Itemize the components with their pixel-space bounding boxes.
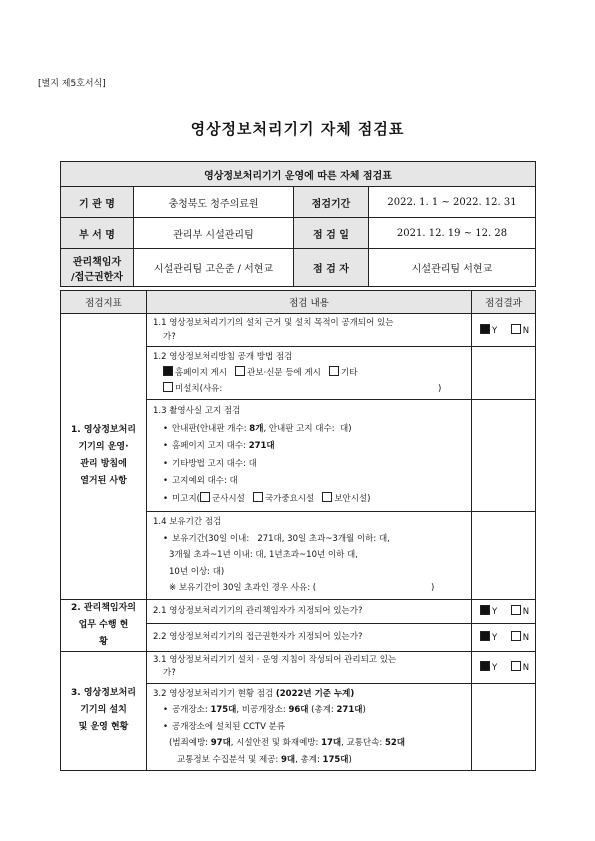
option-label: 관보·신문 등에 게시 [247,368,321,378]
info-header: 영상정보처리기기 운영에 따른 자체 점검표 [61,162,536,187]
value: 271대 [336,705,363,715]
manager-label [61,249,134,287]
value: 96대 [288,705,309,715]
text: , 총계: [295,754,323,765]
item-1-4 [147,512,472,600]
retention-reason-line [153,580,467,597]
manager-value: 시설관리팀 고은준 / 서현교 [134,249,294,287]
exception-line: • 고지예외 대수: 대 [163,476,238,486]
dept-value: 관리부 시설관리팀 [134,218,294,249]
homepage-checkbox[interactable] [163,366,173,376]
text: 기타방법 고지 대수: 대 [172,458,257,469]
yes-checkbox[interactable] [480,605,490,615]
no-label: N [522,633,530,644]
option-label: 미설치(사유: [175,384,223,394]
item-title [153,686,467,703]
item-2-1 [147,599,472,624]
value: 9대 [281,754,296,765]
category-3-line: 및 운영 현황 [78,722,129,733]
item-1-2 [147,347,472,400]
item-text: 가? [163,668,176,678]
period-value: 2022. 1. 1 ~ 2022. 12. 31 [369,187,536,218]
item-3-2 [147,683,472,771]
no-label: N [522,663,530,673]
no-checkbox[interactable] [511,605,521,615]
org-value: 충청북도 청주의료원 [134,187,294,218]
item-3-1 [147,651,472,683]
text: 공개장소: [172,705,211,715]
no-checkbox[interactable] [511,661,521,671]
yes-label: Y [492,633,498,644]
checklist-table [60,290,536,771]
yes-label: Y [492,663,498,673]
text: 보안시설) [334,493,371,504]
paren-close: ) [431,583,435,593]
option-label: 기타 [340,368,358,378]
text: 고지예외 대수: 대 [172,476,238,486]
text: , 안내판 고지 대수: [263,423,335,434]
period-label: 점검기간 [294,187,369,218]
no-checkbox[interactable] [511,324,521,334]
category-1-line: 1. 영상정보처리 [71,425,136,436]
yes-checkbox[interactable] [480,661,490,671]
text: (2022년 기준 누계) [275,688,355,699]
national-facility-checkbox[interactable] [253,492,263,502]
yes-label: Y [492,326,498,336]
category-3-line: 3. 영상정보처리 [71,688,136,699]
text: 군사시설 [211,493,245,504]
security-facility-checkbox[interactable] [322,492,332,502]
text: ) [348,754,352,765]
item-1-1 [147,314,472,347]
text: 대, 30일 초과~3개월 이하: 대, [273,533,390,544]
check-date-label: 점 검 일 [294,218,369,249]
text: 안내판(안내판 개수: [172,423,247,434]
cctv-class-line: • 공개장소에 설치된 CCTV 분류 [163,721,286,732]
not-installed-line [153,381,467,397]
inspector-value: 시설관리팀 서현교 [369,249,536,287]
item-text: 2.2 영상정보처리기기의 접근권한자가 지정되어 있는가? [153,632,363,643]
other-checkbox[interactable] [329,366,339,376]
yes-checkbox[interactable] [480,324,490,334]
dept-label: 부 서 명 [61,218,134,249]
item-title: 1.2 영상정보처리방침 공개 방법 점검 [153,352,293,362]
item-1-2-options [153,365,467,381]
info-table [60,161,536,287]
text: ※ 보유기간이 30일 초과인 경우 사유: ( [169,583,317,593]
inspector-label: 점 검 자 [294,249,369,287]
result-3-1 [472,651,536,683]
category-1-line: 관리 방침에 [80,459,127,470]
retention-line-3: 10년 이상: 대) [169,566,225,577]
value: 175대 [210,705,237,715]
page-title: 영상정보처리기기 자체 점검표 [190,120,405,138]
category-2-line: 2. 관리책임자의 [71,602,136,613]
cctv-class-detail [153,735,467,752]
access-label-line: /접근권한자 [71,271,123,283]
category-2-line: 업무 수행 현 [78,619,129,630]
category-1-line: 열거된 사항 [80,476,127,487]
text: 홈페이지 고지 대수: [172,441,246,451]
header-result: 점검결과 [472,291,536,314]
value: 97대 [210,738,231,748]
text: 미고지( [172,493,200,504]
category-2 [61,599,147,651]
category-3 [61,651,147,771]
item-text: 1.1 영상정보처리기기의 설치 근거 및 설치 목적이 공개되어 있는 [153,318,394,328]
value: 271 [257,533,274,544]
header-indicator: 점검지표 [61,291,147,314]
result-1-4-empty [472,512,536,600]
item-text: 가? [163,332,176,342]
value: 271대 [248,441,275,451]
text: , 비공개장소: [236,705,289,715]
no-checkbox[interactable] [511,631,521,641]
form-number: [별지 제5호서식] [38,79,106,89]
item-1-3 [147,400,472,512]
text: ) [362,705,366,715]
text: 공개장소에 설치된 CCTV 분류 [172,721,286,732]
public-count-line: • 공개장소: 175대, 비공개장소: 96대 (총계: 271대) [163,705,366,715]
homepage-notice-line: • 홈페이지 고지 대수: 271대 [163,441,275,451]
paren-close: ) [438,384,442,394]
text: , 시설안전 및 화재예방: [230,738,322,748]
category-1 [61,314,147,600]
cctv-class-detail-2 [153,752,467,769]
result-1-3-empty [472,400,536,512]
org-label: 기 관 명 [61,187,134,218]
retention-line-2: 3개월 초과~1년 이내: 대, 1년초과~10년 이하 대, [169,550,358,560]
item-2-2 [147,624,472,651]
text: (총계: [308,705,337,715]
item-title: 1.3 촬영사실 고지 점검 [153,406,241,416]
text: 보유기간(30일 이내: [172,533,250,544]
item-title: 1.4 보유기간 점검 [153,517,222,527]
text: , 교통단속: [341,738,385,748]
value: 52대 [384,738,405,748]
result-1-1 [472,314,536,347]
military-checkbox[interactable] [200,492,210,502]
yes-checkbox[interactable] [480,631,490,641]
category-2-line: 황 [99,636,108,647]
item-text: 2.1 영상정보처리기기의 관리책임자가 지정되어 있는가? [153,606,363,617]
text: 국가중요시설 [264,493,315,504]
not-installed-checkbox[interactable] [163,382,173,392]
text: (범죄예방: [169,738,211,748]
text: 교통정보 수집분석 및 제공: [177,754,281,765]
option-label: 홈페이지 게시 [175,368,227,378]
result-1-2-empty [472,347,536,400]
no-label: N [522,607,530,618]
item-text: 3.1 영상정보처리기기 설치 · 운영 지침이 작성되어 관리되고 있는 [153,654,397,665]
text: 3.2 영상정보처리기기 현황 점검 [153,688,276,699]
value: 17대 [321,738,342,748]
result-2-2 [472,624,536,651]
signboard-line: • 안내판(안내판 개수: 8개, 안내판 고지 대수: 대) [163,423,352,434]
category-3-line: 기기의 설치 [80,705,127,716]
yes-label: Y [492,607,498,618]
text: 대) [340,423,352,434]
result-2-1 [472,599,536,624]
manager-label-line: 관리책임자 [72,256,122,268]
other-notice-line: • 기타방법 고지 대수: 대 [163,458,257,469]
value: 8개 [249,423,264,434]
header-content: 점검 내용 [147,291,472,314]
value: 175대 [322,754,349,765]
no-label: N [522,326,530,336]
no-notice-line: • 미고지( 군사시설 국가중요시설 보안시설) [163,493,371,504]
retention-line-1: • 보유기간(30일 이내: 271대, 30일 초과~3개월 이하: 대, [163,533,390,544]
category-1-line: 기기의 운영· [78,442,129,453]
newspaper-checkbox[interactable] [235,366,245,376]
result-3-2-empty [472,683,536,771]
check-date-value: 2021. 12. 19 ~ 12. 28 [369,218,536,249]
